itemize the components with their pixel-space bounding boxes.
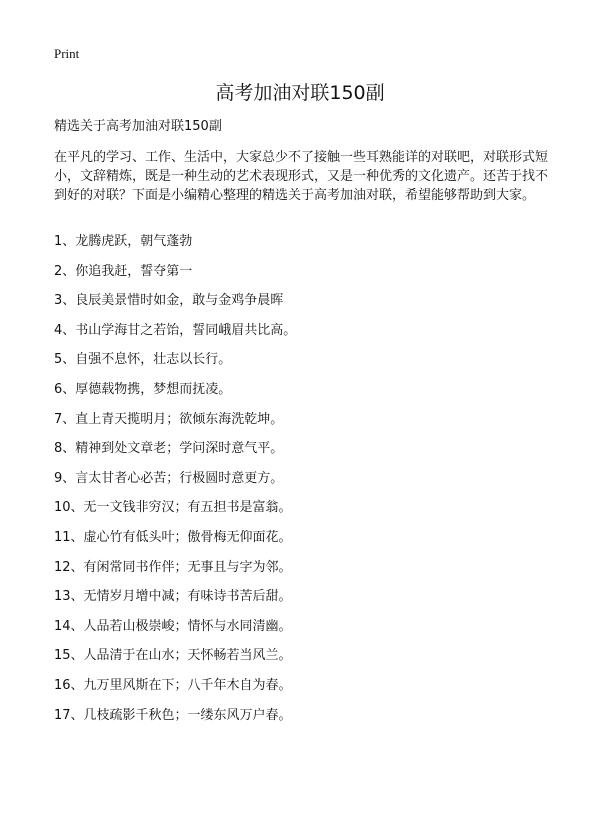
couplet-item-9: 9、言太甘者心必苦；行极圆时意更方。 xyxy=(54,470,284,486)
couplet-item-17: 17、几枝疏影千秋色；一缕东风万户春。 xyxy=(54,707,292,723)
couplet-item-10: 10、无一文钱非穷汉；有五担书是富翁。 xyxy=(54,500,292,516)
couplet-item-4: 4、书山学海甘之若饴，誓同峨眉共比高。 xyxy=(54,322,297,338)
document-subtitle: 精选关于高考加油对联150副 xyxy=(54,119,222,134)
couplet-item-13: 13、无情岁月增中减；有味诗书苦后甜。 xyxy=(54,589,292,605)
couplet-item-5: 5、自强不息怀，壮志以长行。 xyxy=(54,352,232,368)
couplet-item-11: 11、虚心竹有低头叶；傲骨梅无仰面花。 xyxy=(54,529,292,545)
couplet-item-12: 12、有闲常同书作伴；无事且与字为邻。 xyxy=(54,559,292,575)
intro-paragraph: 在平凡的学习、工作、生活中，大家总少不了接触一些耳熟能详的对联吧，对联形式短小，文辞精炼，既是一种生动的艺术表现形式，又是一种优秀的文化遗产。还苦于找不到好的对联？下面是小编精心整理的精选关于高考加油对联，希望能够帮助到大家。 xyxy=(54,150,549,203)
couplet-list xyxy=(54,232,550,735)
couplet-item-3: 3、良辰美景惜时如金，敢与金鸡争晨晖 xyxy=(54,293,284,309)
couplet-item-16: 16、九万里风斯在下；八千年木自为春。 xyxy=(54,677,292,693)
couplet-item-7: 7、直上青天揽明月；欲倾东海洗乾坤。 xyxy=(54,411,284,427)
couplet-item-15: 15、人品清于在山水；天怀畅若当风兰。 xyxy=(54,648,292,664)
couplet-item-14: 14、人品若山极崇峻；情怀与水同清幽。 xyxy=(54,618,292,634)
document-title: 高考加油对联150副 xyxy=(215,82,385,104)
couplet-item-2: 2、你追我赶，誓夺第一 xyxy=(54,263,193,279)
couplet-item-1: 1、龙腾虎跃，朝气蓬勃 xyxy=(54,234,193,249)
couplet-item-6: 6、厚德载物携，梦想而抚凌。 xyxy=(54,381,232,397)
print-label: Print xyxy=(54,46,80,61)
couplet-item-8: 8、精神到处文章老；学问深时意气平。 xyxy=(54,441,284,457)
